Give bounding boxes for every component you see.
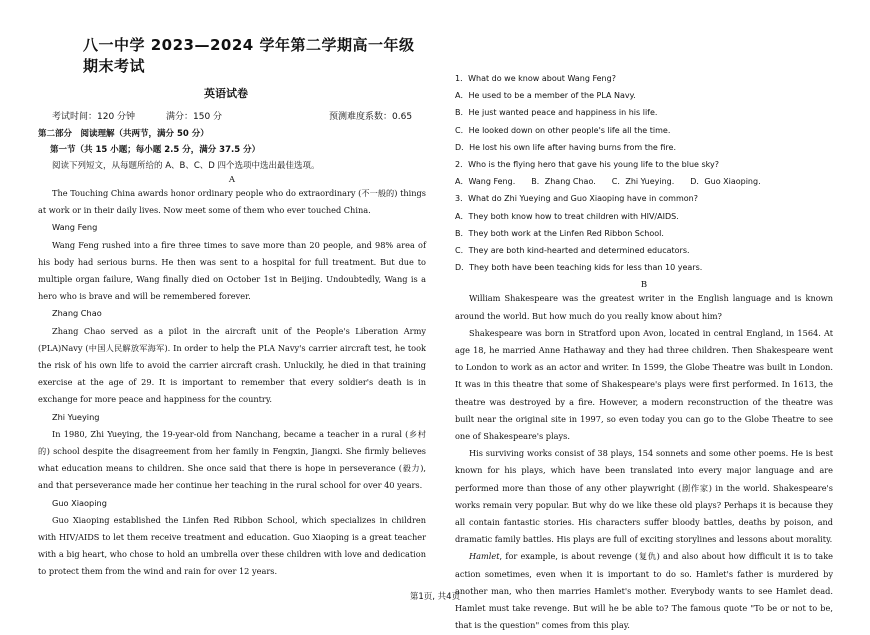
option-2b: B．Zhang Chao.	[531, 177, 596, 187]
option-2a: A．Wang Feng.	[455, 177, 516, 187]
passage-b-p2: Shakespeare was born in Stratford upon Avon, located in central England, in 1564. At age 18, he married Anne Hathaway and they had three children. Then Shakespeare went to London to work as an actor and writer. In 1599, the Globe Theatre was built in London. It was in this theatre that some of Shakespeare's plays were first performed. In 1613, the theatre was destroyed by a fire. However, a modern reconstruction of the theatre was built near the original site in 1997, so even today you can go to the Globe Theatre to see one of Shakespeare's plays.	[455, 327, 833, 442]
person-paragraph: Guo Xiaoping established the Linfen Red Ribbon School, which specializes in children with HIV/AIDS to let them receive treatment and education. Guo Xiaoping is a great teacher with a big heart, who chose to hold an umbrella over these children with love and dedication to protect them from the wind and rain for over 12 years.	[38, 514, 426, 577]
option-3c: C．They are both kind-hearted and determined educators.	[455, 246, 690, 256]
person-name: Wang Feng	[52, 222, 98, 233]
option-1b: B．He just wanted peace and happiness in his life.	[455, 108, 658, 118]
page-footer: 第1页, 共4页	[409, 592, 461, 602]
exam-info	[52, 109, 426, 122]
question-1: 1．What do we know about Wang Feng?	[455, 74, 616, 83]
question-3: 3．What do Zhi Yueying and Guo Xiaoping have in common?	[455, 194, 698, 204]
option-2d: D．Guo Xiaoping.	[690, 177, 761, 187]
passage-a-label: A	[228, 175, 236, 185]
exam-title: 八一中学 2023—2024 学年第二学期高一年级期末考试	[83, 36, 415, 75]
person-name: Zhi Yueying	[52, 411, 100, 422]
option-3a: A．They both know how to treat children with HIV/AIDS.	[455, 211, 679, 221]
passage-b-p3: His surviving works consist of 38 plays, 154 sonnets and some other poems. He is best known for his plays, which have been translated into every major language and are performed more than those of any other playwright (剧作家) in the world. Shakespeare's works remain very popular. But why do we like these old plays? Perhaps it is because they all contain fantastic stories. His characters suffer bloody battles, deaths by poison, and dramatic family battles. His plays are full of exciting storylines and lessons about morality.	[455, 448, 833, 545]
instruction: 阅读下列短文，从每题所给的 A、B、C、D 四个选项中选出最佳选项。	[52, 161, 320, 171]
person-name: Zhang Chao	[52, 308, 102, 319]
passage-b-p1: William Shakespeare was the greatest writer in the English language and is known around the world. But how much do you really know about him?	[455, 293, 833, 321]
difficulty: 预测难度系数：0.65	[329, 112, 413, 122]
person-name: Guo Xiaoping	[52, 497, 107, 508]
passage-a-intro: The Touching China awards honor ordinary people who do extraordinary (不一般的) things at work or in their daily lives. Now meet some of them who ever touched China.	[38, 188, 426, 216]
exam-subtitle: 英语试卷	[204, 87, 248, 100]
person-paragraph: In 1980, Zhi Yueying, the 19-year-old from Nanchang, became a teacher in a rural (乡村的) school despite the disagreement from her family in Fengxin, Jiangxi. She firmly believes what education means to children. She once said that there is hope in perseverance (毅力), and that perseverance made her continue her teaching in the rural school for over 40 years.	[38, 428, 426, 491]
passage-b-label: B	[640, 280, 648, 291]
passage-b-p4-text: , for example, is about revenge (复仇) and also about how difficult it is to take action sometimes, even when it is important to do so. Hamlet's father is murdered by another man, who then marries Hamlet's mother. Everybody wants to see Hamlet dead. Hamlet must take revenge. But will he be able to? The famous quote "To be or not to be, that is the question" comes from this play.	[455, 551, 833, 631]
hamlet-title: Hamlet	[469, 551, 500, 562]
option-3b: B．They both work at the Linfen Red Ribbon School.	[455, 228, 664, 238]
part-heading: 第二部分 阅读理解（共两节，满分 50 分）	[38, 129, 209, 139]
option-2c: C．Zhi Yueying.	[611, 177, 675, 187]
option-1d: D．He lost his own life after having burns from the fire.	[455, 142, 677, 152]
question-2: 2．Who is the flying hero that gave his young life to the blue sky?	[455, 160, 720, 170]
person-paragraph: Zhang Chao served as a pilot in the aircraft unit of the People's Liberation Army (PLA)Navy (中国人民解放军海军). In order to help the PLA Navy's carrier aircraft test, he took the risk of his own life to avoid the carrier aircraft crash. Unluckily, he died in that training exercise at the age of 29. It is important to remember that every soldier's death is in exchange for more peace and happiness for the country.	[38, 325, 426, 405]
option-1c: C．He looked down on other people's life all the time.	[455, 125, 671, 135]
option-3d: D．They both have been teaching kids for less than 10 years.	[455, 263, 703, 273]
exam-time: 考试时间：120 分钟	[52, 112, 136, 122]
options-2	[455, 173, 833, 190]
full-score: 满分：150 分	[166, 112, 223, 122]
right-column	[455, 70, 833, 635]
subsection-heading: 第一节（共 15 小题；每小题 2.5 分，满分 37.5 分）	[50, 145, 261, 155]
option-1a: A．He used to be a member of the PLA Navy.	[455, 91, 636, 101]
person-paragraph: Wang Feng rushed into a fire three times to save more than 20 people, and 98% area of his body had serious burns. He then was sent to a hospital for full treatment. But due to multiple organ failure, Wang finally died on October 1st in Beijing. Undoubtedly, Wang is a hero who is brave and will be remembered forever.	[38, 239, 426, 302]
left-column	[38, 34, 426, 581]
